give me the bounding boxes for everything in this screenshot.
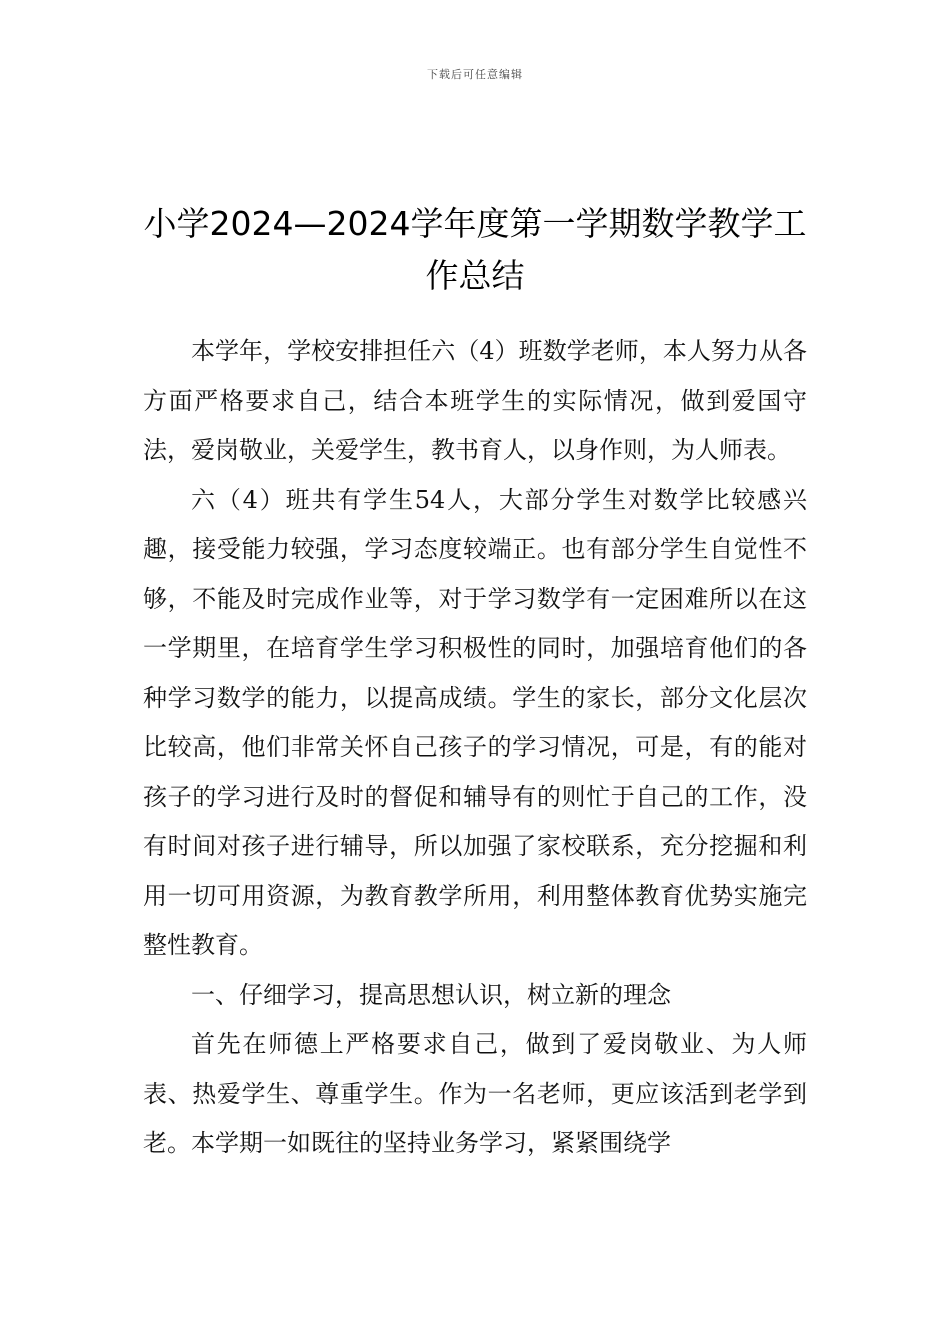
document-body <box>143 327 807 1169</box>
paragraph: 首先在师德上严格要求自己，做到了爱岗敬业、为人师表、热爱学生、尊重学生。作为一名老师，更应该活到老学到老。本学期一如既往的坚持业务学习，紧紧围绕学 <box>143 1030 807 1157</box>
document-title: 小学2024—2024学年度第一学期数学教学工作总结 <box>143 204 807 296</box>
section-heading: 一、仔细学习，提高思想认识，树立新的理念 <box>191 980 671 1009</box>
paragraph: 本学年，学校安排担任六（4）班数学老师，本人努力从各方面严格要求自己，结合本班学生的实际情况，做到爱国守法，爱岗敬业，关爱学生，教书育人，以身作则，为人师表。 <box>143 337 807 464</box>
paragraph: 六（4）班共有学生54人，大部分学生对数学比较感兴趣，接受能力较强，学习态度较端正。也有部分学生自觉性不够，不能及时完成作业等，对于学习数学有一定困难所以在这一学期里，在培育学生学习积极性的同时，加强培育他们的各种学习数学的能力，以提高成绩。学生的家长，部分文化层次比较高，他们非常关怀自己孩子的学习情况，可是，有的能对孩子的学习进行及时的督促和辅导有的则忙于自己的工作，没有时间对孩子进行辅导，所以加强了家校联系，充分挖掘和利用一切可用资源，为教育教学所用，利用整体教育优势实施完整性教育。 <box>143 485 807 959</box>
header-note: 下载后可任意编辑 <box>427 68 523 81</box>
